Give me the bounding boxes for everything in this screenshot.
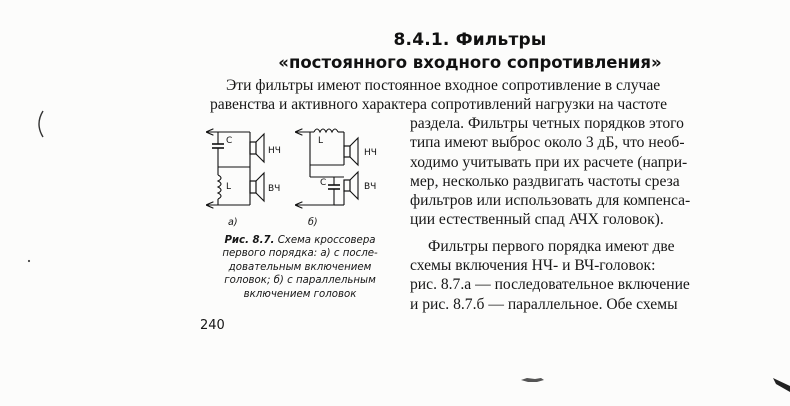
caption-line: включением головок [243,288,357,300]
caption-line [200,234,400,247]
body-column [410,114,742,314]
body-line: раздела. Фильтры четных порядков этого [410,115,684,132]
caption-text: Схема кроссовера [277,235,376,246]
sublabel-b: б) [308,217,318,228]
body-line: рис. 8.7.а — последовательное включение [410,276,690,294]
body-line: ходимо учитывать при их расчете (напри- [410,153,688,171]
page-number: 240 [200,318,225,333]
intro-paragraph [210,76,740,114]
label-l-a: L [226,182,232,192]
caption-ref: Рис. 8.7. [224,235,275,246]
body-line: типа имеют выброс около 3 дБ, что необ- [410,134,685,152]
body-line: ции естественный спад АЧХ головок). [410,211,664,229]
label-lf-a: НЧ [268,146,281,156]
body-line: мер, несколько раздвигать частоты среза [410,172,680,190]
body-line: схемы включения НЧ- и ВЧ-головок: [410,257,656,275]
smudge-mark [521,378,544,382]
label-l-b: L [318,136,324,146]
schematic-b [296,129,358,205]
schematic-a [207,132,264,205]
caption-line: головок; б) с параллельным [224,275,376,287]
corner-mark [773,378,790,392]
intro-line: равенства и активного характера сопротивлений нагрузки на частоте [210,96,668,113]
section-subtitle: «постоянного входного сопротивления» [278,53,662,72]
section-title: 8.4.1. Фильтры [393,30,547,50]
body-line: и рис. 8.7.б — параллельное. Обе схемы [410,295,678,313]
caption-line: первого порядка: а) с после- [222,248,378,260]
dot-mark [28,260,30,262]
label-lf-b: НЧ [364,148,377,158]
figure-caption [200,234,400,301]
bracket-mark [39,111,43,137]
caption-line: довательным включением [228,261,372,273]
label-hf-a: ВЧ [268,184,281,194]
body-line: Фильтры первого порядка имеют две [428,237,675,255]
sublabel-a: а) [228,217,238,228]
crossover-figure [198,113,398,229]
label-hf-b: ВЧ [364,182,377,192]
intro-line: Эти фильтры имеют постоянное входное сопротивление в случае [226,77,661,94]
body-line: фильтров или использовать для компенса- [410,192,691,210]
label-c-a: C [226,136,233,146]
label-c-b: C [320,178,327,188]
